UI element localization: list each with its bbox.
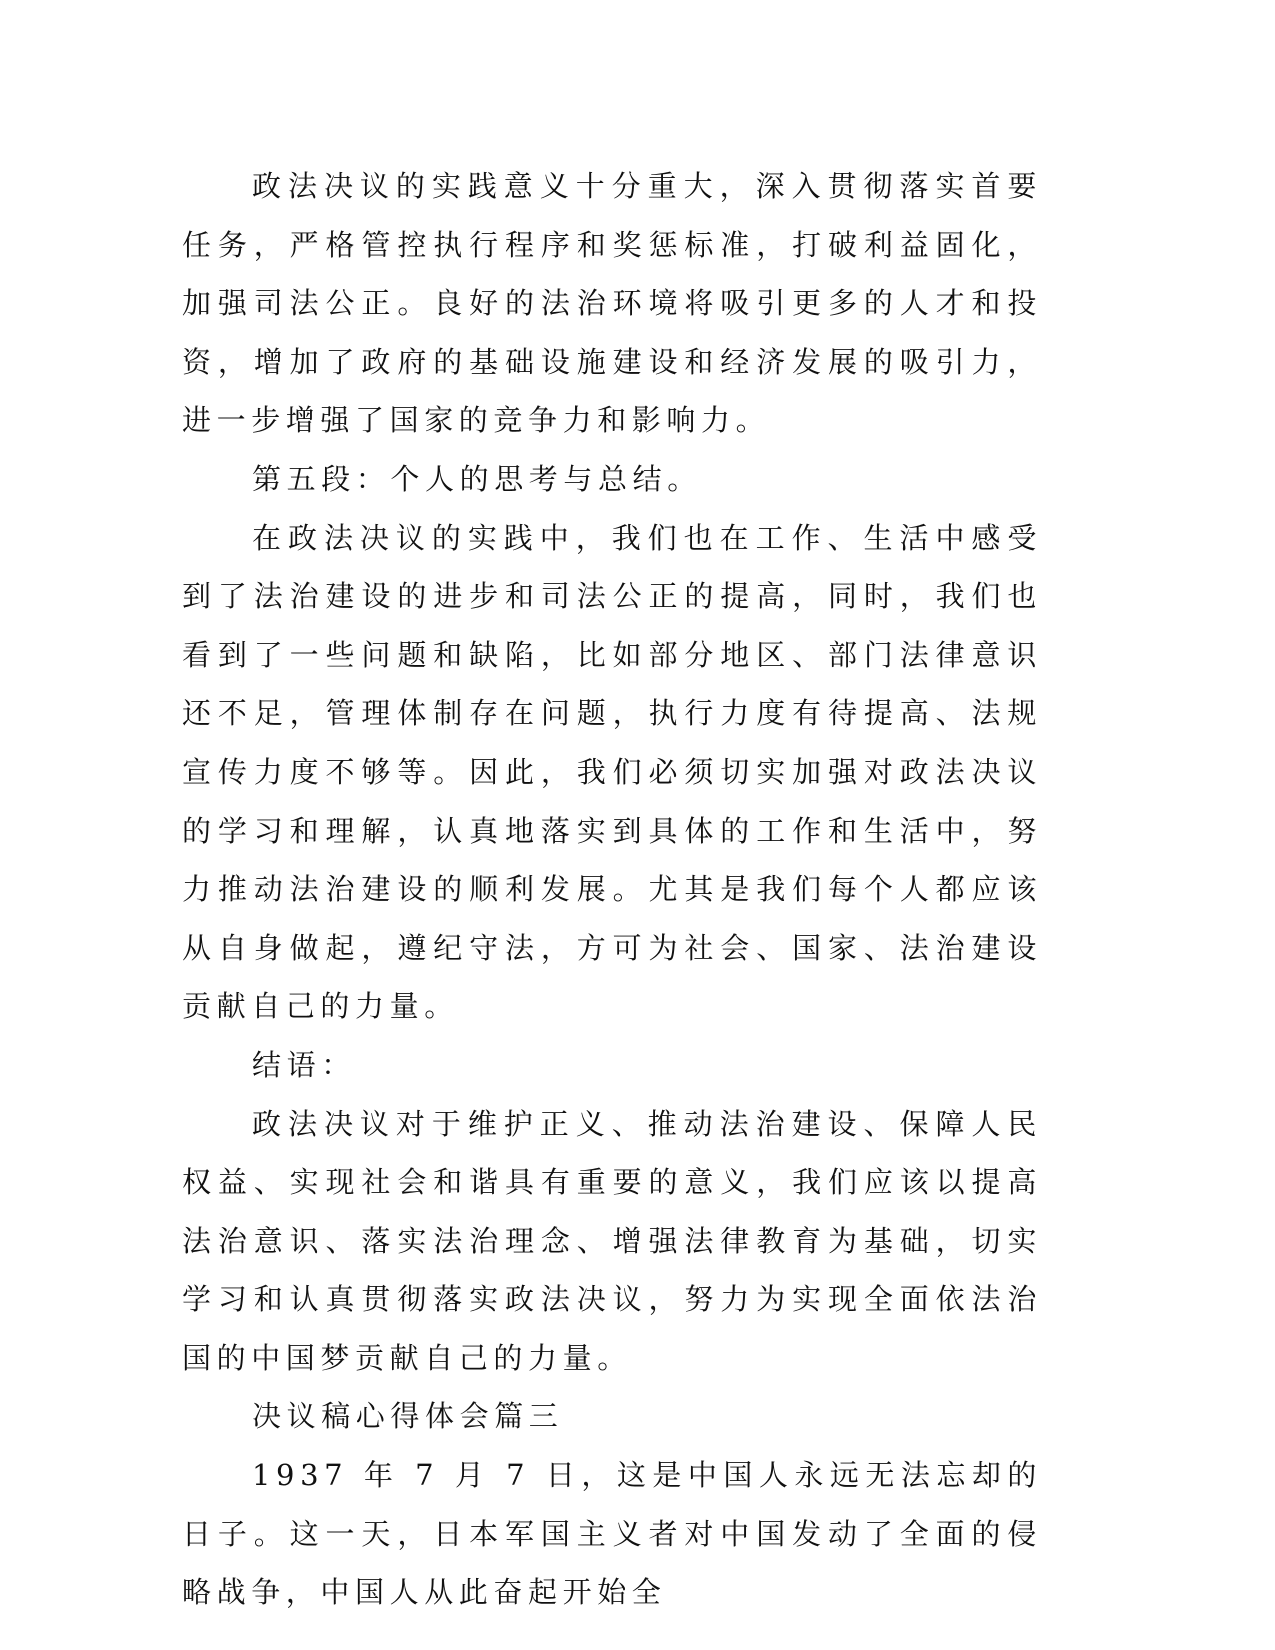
paragraph-conclusion: 政法决议对于维护正义、推动法治建设、保障人民权益、实现社会和谐具有重要的意义，我们应该以提高法治意识、落实法治理念、增强法律教育为基础，切实学习和认真贯彻落实政法决议，努力为实现全面依法治国的中国梦贡献自己的力量。 <box>182 1106 1042 1375</box>
paragraph-1937-intro: 1937 年 7 月 7 日，这是中国人永远无法忘却的日子。这一天，日本军国主义者对中国发动了全面的侵略战争，中国人从此奋起开始全 <box>182 1458 1042 1610</box>
paragraph-personal-reflection: 在政法决议的实践中，我们也在工作、生活中感受到了法治建设的进步和司法公正的提高，同时，我们也看到了一些问题和缺陷，比如部分地区、部门法律意识还不足，管理体制存在问题，执行力度有待提高、法规宣传力度不够等。因此，我们必须切实加强对政法决议的学习和理解，认真地落实到具体的工作和生活中，努力推动法治建设的顺利发展。尤其是我们每个人都应该从自身做起，遵纪守法，方可为社会、国家、法治建设贡献自己的力量。 <box>182 520 1042 1024</box>
section-heading-part-three: 决议稿心得体会篇三 <box>252 1399 564 1434</box>
document-body <box>182 157 1042 1622</box>
section-heading-conclusion: 结语： <box>252 1047 356 1082</box>
paragraph-practice-significance: 政法决议的实践意义十分重大，深入贯彻落实首要任务，严格管控执行程序和奖惩标准，打破利益固化，加强司法公正。良好的法治环境将吸引更多的人才和投资，增加了政府的基础设施建设和经济发展的吸引力，进一步增强了国家的竞争力和影响力。 <box>182 169 1042 438</box>
section-heading-part-five: 第五段：个人的思考与总结。 <box>252 461 702 496</box>
